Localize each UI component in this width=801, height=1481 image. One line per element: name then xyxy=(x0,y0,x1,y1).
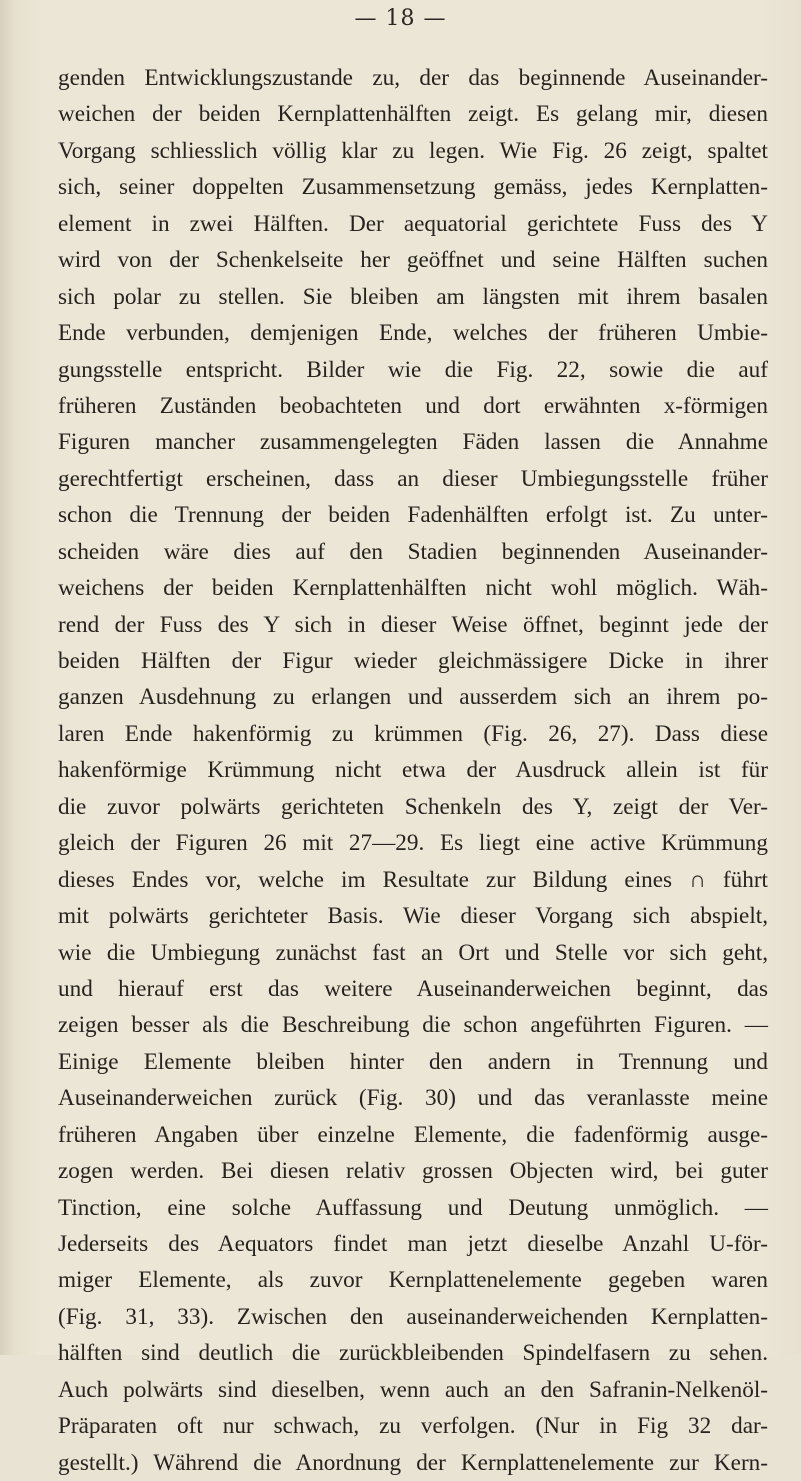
text-line: zogen werden. Bei diesen relativ grossen Objecten wird, bei guter xyxy=(58,1158,768,1185)
text-line: Präparaten oft nur schwach, zu verfolgen. (Nur in Fig 32 dar- xyxy=(58,1413,768,1440)
text-line: Einige Elemente bleiben hinter den andern in Trennung und xyxy=(58,1048,768,1075)
text-line: Auseinanderweichen zurück (Fig. 30) und das veranlasste meine xyxy=(58,1085,768,1112)
text-line: die zuvor polwärts gerichteten Schenkeln des Y, zeigt der Ver- xyxy=(58,793,768,820)
text-line: beiden Hälften der Figur wieder gleichmässigere Dicke in ihrer xyxy=(58,648,768,674)
text-line: gleich der Figuren 26 mit 27—29. Es liegt eine active Krümmung xyxy=(58,830,768,857)
text-line: Tinction, eine solche Auffassung und Deutung unmöglich. — xyxy=(58,1194,768,1221)
text-line: mit polwärts gerichteter Basis. Wie dieser Vorgang sich abspielt, xyxy=(58,903,768,930)
text-line: weichens der beiden Kernplattenhälften nicht wohl möglich. Wäh- xyxy=(58,575,768,602)
text-line: wird von der Schenkelseite her geöffnet und seine Hälften suchen xyxy=(58,247,768,274)
text-line: sich polar zu stellen. Sie bleiben am längsten mit ihrem basalen xyxy=(58,283,768,310)
text-line: Jederseits des Aequators findet man jetzt dieselbe Anzahl U-för- xyxy=(58,1231,768,1257)
text-line: scheiden wäre dies auf den Stadien beginnenden Auseinander- xyxy=(58,538,768,565)
text-line: Auch polwärts sind dieselben, wenn auch an den Safranin-Nelkenöl- xyxy=(58,1376,768,1403)
text-line: gestellt.) Während die Anordnung der Kernplattenelemente zur Kern- xyxy=(58,1449,768,1476)
text-line: weichen der beiden Kernplattenhälften zeigt. Es gelang mir, diesen xyxy=(58,101,768,128)
text-line: Vorgang schliesslich völlig klar zu legen. Wie Fig. 26 zeigt, spaltet xyxy=(58,137,768,164)
text-line: früheren Angaben über einzelne Elemente, die fadenförmig ausge- xyxy=(58,1121,768,1148)
text-line: Figuren mancher zusammengelegten Fäden lassen die Annahme xyxy=(58,429,768,456)
text-line: genden Entwicklungszustande zu, der das beginnende Auseinander- xyxy=(58,65,768,91)
text-line: rend der Fuss des Y sich in dieser Weise öffnet, beginnt jede der xyxy=(58,611,768,638)
body-paragraph xyxy=(58,60,768,1481)
text-line: gerechtfertigt erscheinen, dass an dieser Umbiegungsstelle früher xyxy=(58,465,768,492)
text-line: und hierauf erst das weitere Auseinanderweichen beginnt, das xyxy=(58,975,768,1002)
text-line: hälften sind deutlich die zurückbleibenden Spindelfasern zu sehen. xyxy=(58,1340,768,1367)
text-line: zeigen besser als die Beschreibung die schon angeführten Figuren. — xyxy=(58,1012,768,1039)
text-line: ganzen Ausdehnung zu erlangen und ausserdem sich an ihrem po- xyxy=(58,684,768,711)
page-number: — 18 — xyxy=(354,6,447,31)
text-line: miger Elemente, als zuvor Kernplattenelemente gegeben waren xyxy=(58,1267,768,1294)
text-line: Ende verbunden, demjenigen Ende, welches der früheren Umbie- xyxy=(58,320,768,347)
text-line: früheren Zuständen beobachteten und dort erwähnten x-förmigen xyxy=(58,392,768,419)
text-line: gungsstelle entspricht. Bilder wie die Fig. 22, sowie die auf xyxy=(58,356,768,383)
text-line: schon die Trennung der beiden Fadenhälften erfolgt ist. Zu unter- xyxy=(58,502,768,529)
text-line: laren Ende hakenförmig zu krümmen (Fig. 26, 27). Dass diese xyxy=(58,720,768,747)
text-line: wie die Umbiegung zunächst fast an Ort und Stelle vor sich geht, xyxy=(58,939,768,966)
text-line: sich, seiner doppelten Zusammensetzung gemäss, jedes Kernplatten- xyxy=(58,174,768,201)
text-line: (Fig. 31, 33). Zwischen den auseinanderweichenden Kernplatten- xyxy=(58,1303,768,1330)
text-line: element in zwei Hälften. Der aequatorial gerichtete Fuss des Y xyxy=(58,210,768,237)
text-line: hakenförmige Krümmung nicht etwa der Ausdruck allein ist für xyxy=(58,757,768,784)
text-line: dieses Endes vor, welche im Resultate zur Bildung eines ∩ führt xyxy=(58,866,768,893)
